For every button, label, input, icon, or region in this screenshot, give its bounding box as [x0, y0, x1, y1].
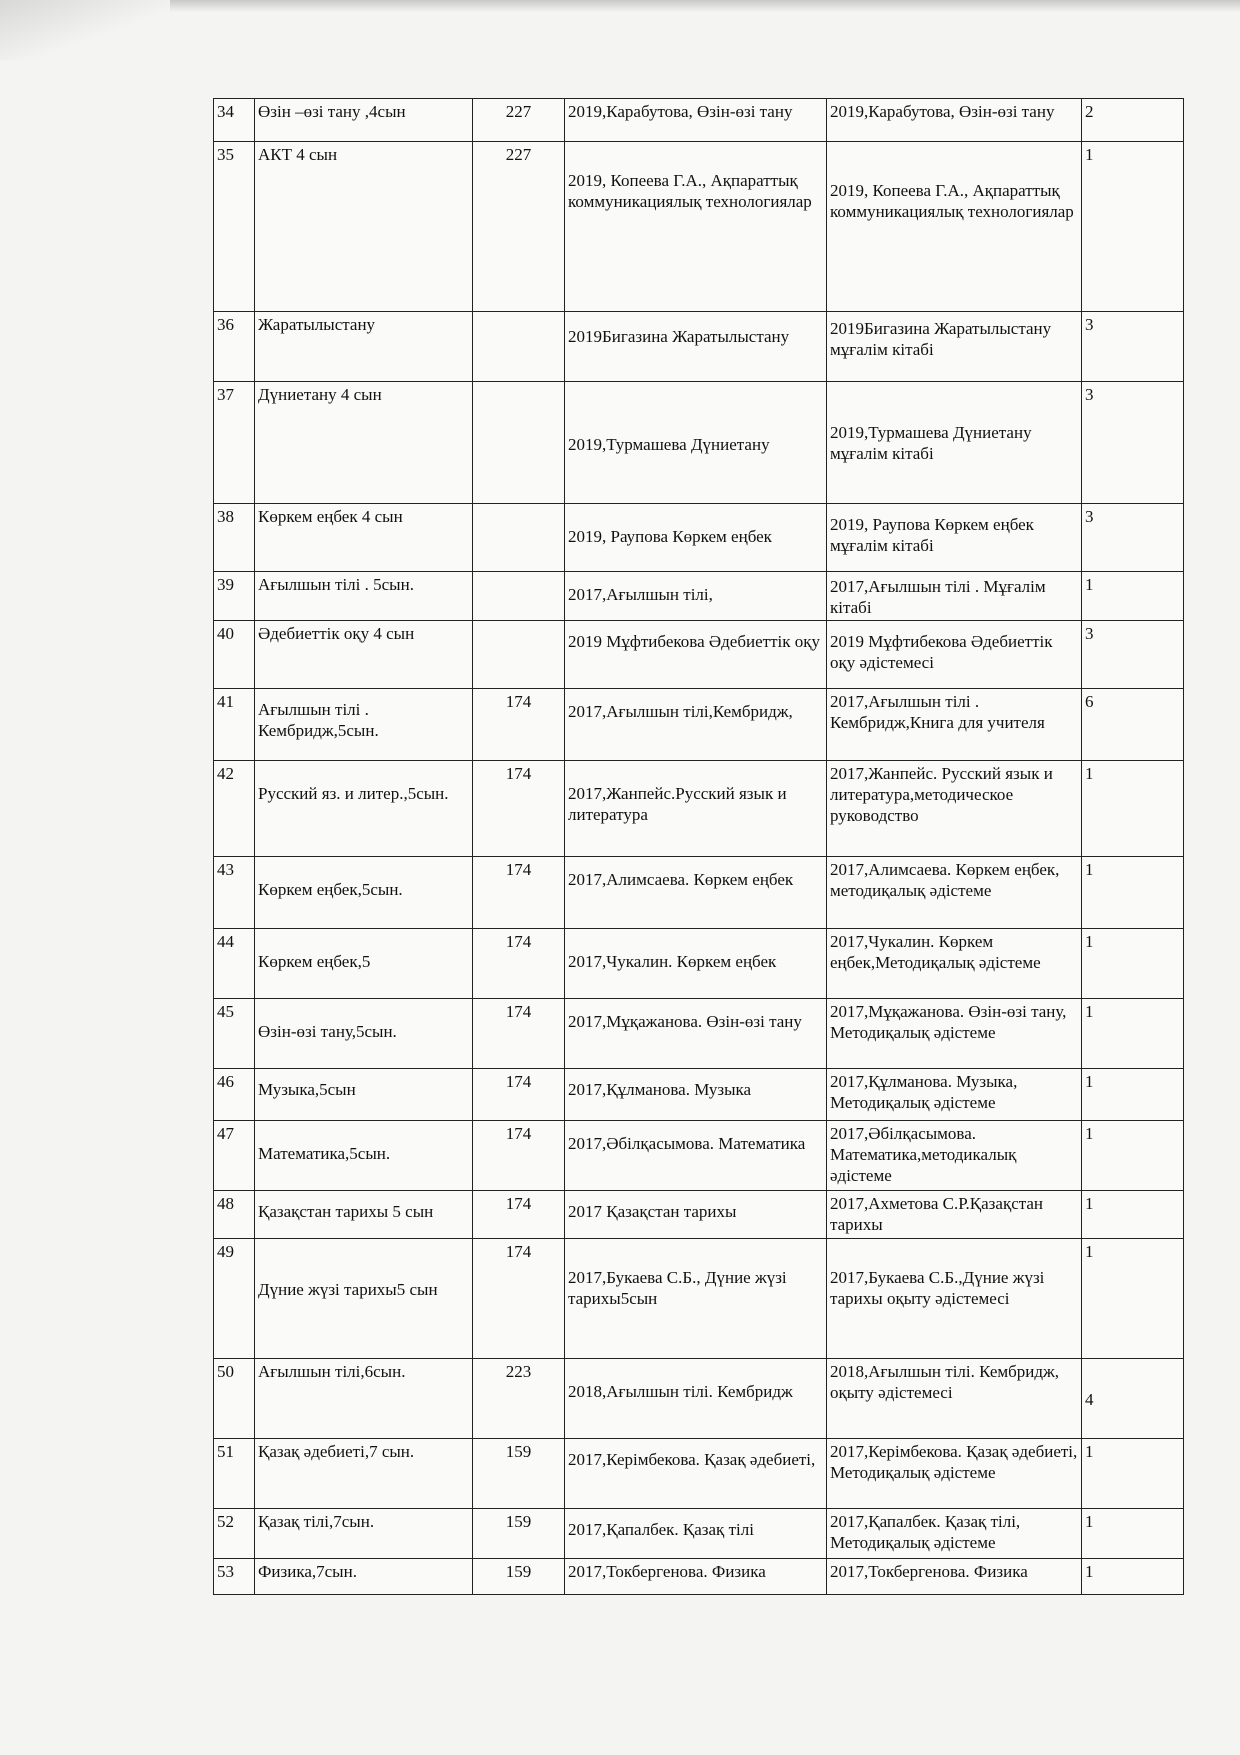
- table-row: [214, 382, 1184, 504]
- quantity-cell: 3: [1082, 382, 1184, 504]
- quantity-cell: 1: [1082, 761, 1184, 857]
- count-cell: 174: [473, 999, 565, 1069]
- quantity-cell: 2: [1082, 99, 1184, 142]
- quantity-cell: 1: [1082, 1509, 1184, 1559]
- table-row: [214, 1069, 1184, 1121]
- row-number: 50: [214, 1359, 255, 1439]
- guide-cell: 2017,Алимсаева. Көркем еңбек, методиқалық әдістеме: [827, 857, 1082, 929]
- table-row: [214, 1239, 1184, 1359]
- table-row: [214, 621, 1184, 689]
- row-number: 52: [214, 1509, 255, 1559]
- table-row: [214, 761, 1184, 857]
- table-row: [214, 1439, 1184, 1509]
- count-cell: [473, 621, 565, 689]
- subject-cell: Русский яз. и литер.,5сын.: [255, 761, 473, 857]
- count-cell: 159: [473, 1509, 565, 1559]
- row-number: 34: [214, 99, 255, 142]
- textbook-cell: 2019,Турмашева Дүниетану: [565, 382, 827, 504]
- table-row: [214, 857, 1184, 929]
- row-number: 48: [214, 1191, 255, 1239]
- count-cell: 174: [473, 1069, 565, 1121]
- table-row: [214, 504, 1184, 572]
- page-corner-fold: [0, 0, 170, 60]
- guide-cell: 2019,Турмашева Дүниетану мұғалім кітабі: [827, 382, 1082, 504]
- table-row: [214, 572, 1184, 621]
- row-number: 39: [214, 572, 255, 621]
- guide-cell: 2019, Копеева Г.А., Ақпараттық коммуникациялық технологиялар: [827, 142, 1082, 312]
- textbook-cell: 2019 Мұфтибекова Әдебиеттік оқу: [565, 621, 827, 689]
- quantity-cell: 1: [1082, 1559, 1184, 1595]
- table-row: [214, 1359, 1184, 1439]
- count-cell: 223: [473, 1359, 565, 1439]
- guide-cell: 2019, Раупова Көркем еңбек мұғалім кітабі: [827, 504, 1082, 572]
- table-row: [214, 1559, 1184, 1595]
- guide-cell: 2019,Карабутова, Өзін-өзі тану: [827, 99, 1082, 142]
- count-cell: [473, 572, 565, 621]
- guide-cell: 2017,Ағылшын тілі . Мұғалім кітабі: [827, 572, 1082, 621]
- quantity-cell: 1: [1082, 142, 1184, 312]
- quantity-cell: 6: [1082, 689, 1184, 761]
- quantity-cell: 1: [1082, 857, 1184, 929]
- subject-cell: Дүниетану 4 сын: [255, 382, 473, 504]
- textbook-cell: 2019Бигазина Жаратылыстану: [565, 312, 827, 382]
- count-cell: 174: [473, 857, 565, 929]
- row-number: 38: [214, 504, 255, 572]
- textbook-cell: 2017,Букаева С.Б., Дүние жүзі тарихы5сын: [565, 1239, 827, 1359]
- subject-cell: Көркем еңбек,5сын.: [255, 857, 473, 929]
- quantity-cell: 3: [1082, 504, 1184, 572]
- row-number: 35: [214, 142, 255, 312]
- table-row: [214, 1121, 1184, 1191]
- guide-cell: 2018,Ағылшын тілі. Кембридж, оқыту әдістемесі: [827, 1359, 1082, 1439]
- textbook-cell: 2018,Ағылшын тілі. Кембридж: [565, 1359, 827, 1439]
- guide-cell: 2017,Чукалин. Көркем еңбек,Методиқалық әдістеме: [827, 929, 1082, 999]
- guide-cell: 2017,Мұқажанова. Өзін-өзі тану, Методиқалық әдістеме: [827, 999, 1082, 1069]
- guide-cell: 2017,Әбілқасымова. Математика,методикалық әдістеме: [827, 1121, 1082, 1191]
- subject-cell: Қазақстан тарихы 5 сын: [255, 1191, 473, 1239]
- count-cell: [473, 504, 565, 572]
- guide-cell: 2019Бигазина Жаратылыстану мұғалім кітабі: [827, 312, 1082, 382]
- table-row: [214, 142, 1184, 312]
- quantity-cell: 1: [1082, 999, 1184, 1069]
- textbook-cell: 2019,Карабутова, Өзін-өзі тану: [565, 99, 827, 142]
- subject-cell: Көркем еңбек 4 сын: [255, 504, 473, 572]
- table-row: [214, 999, 1184, 1069]
- quantity-cell: 1: [1082, 1069, 1184, 1121]
- subject-cell: Қазақ әдебиеті,7 сын.: [255, 1439, 473, 1509]
- quantity-cell: 1: [1082, 572, 1184, 621]
- row-number: 45: [214, 999, 255, 1069]
- row-number: 53: [214, 1559, 255, 1595]
- row-number: 43: [214, 857, 255, 929]
- count-cell: 227: [473, 99, 565, 142]
- row-number: 42: [214, 761, 255, 857]
- guide-cell: 2017,Қапалбек. Қазақ тілі, Методиқалық әдістеме: [827, 1509, 1082, 1559]
- subject-cell: Көркем еңбек,5: [255, 929, 473, 999]
- guide-cell: 2017,Керімбекова. Қазақ әдебиеті, Методиқалық әдістеме: [827, 1439, 1082, 1509]
- textbook-cell: 2017,Қапалбек. Қазақ тілі: [565, 1509, 827, 1559]
- row-number: 51: [214, 1439, 255, 1509]
- textbook-cell: 2017,Ағылшын тілі,: [565, 572, 827, 621]
- count-cell: 227: [473, 142, 565, 312]
- textbook-cell: 2017,Ағылшын тілі,Кембридж,: [565, 689, 827, 761]
- table-row: [214, 1509, 1184, 1559]
- count-cell: 174: [473, 1239, 565, 1359]
- subject-cell: АКТ 4 сын: [255, 142, 473, 312]
- row-number: 44: [214, 929, 255, 999]
- count-cell: 174: [473, 1191, 565, 1239]
- scan-edge-shadow: [0, 0, 1240, 12]
- count-cell: [473, 312, 565, 382]
- row-number: 40: [214, 621, 255, 689]
- guide-cell: 2017,Жанпейс. Русский язык и литература,методическое руководство: [827, 761, 1082, 857]
- guide-cell: 2017,Букаева С.Б.,Дүние жүзі тарихы оқыту әдістемесі: [827, 1239, 1082, 1359]
- count-cell: [473, 382, 565, 504]
- textbook-cell: 2017 Қазақстан тарихы: [565, 1191, 827, 1239]
- quantity-cell: 3: [1082, 312, 1184, 382]
- textbook-cell: 2017,Чукалин. Көркем еңбек: [565, 929, 827, 999]
- guide-cell: 2017,Ағылшын тілі . Кембридж,Книга для учителя: [827, 689, 1082, 761]
- table-row: [214, 929, 1184, 999]
- quantity-cell: 1: [1082, 1239, 1184, 1359]
- subject-cell: Жаратылыстану: [255, 312, 473, 382]
- quantity-cell: 1: [1082, 1121, 1184, 1191]
- subject-cell: Математика,5сын.: [255, 1121, 473, 1191]
- table-row: [214, 689, 1184, 761]
- subject-cell: Өзін-өзі тану,5сын.: [255, 999, 473, 1069]
- subject-cell: Ағылшын тілі,6сын.: [255, 1359, 473, 1439]
- textbook-cell: 2019, Раупова Көркем еңбек: [565, 504, 827, 572]
- row-number: 46: [214, 1069, 255, 1121]
- guide-cell: 2017,Токбергенова. Физика: [827, 1559, 1082, 1595]
- textbook-cell: 2017,Алимсаева. Көркем еңбек: [565, 857, 827, 929]
- textbook-cell: 2017,Керімбекова. Қазақ әдебиеті,: [565, 1439, 827, 1509]
- guide-cell: 2019 Мұфтибекова Әдебиеттік оқу әдістемесі: [827, 621, 1082, 689]
- quantity-cell: 1: [1082, 929, 1184, 999]
- guide-cell: 2017,Ахметова С.Р.Қазақстан тарихы: [827, 1191, 1082, 1239]
- count-cell: 159: [473, 1559, 565, 1595]
- table-row: [214, 99, 1184, 142]
- table-row: [214, 1191, 1184, 1239]
- textbook-cell: 2019, Копеева Г.А., Ақпараттық коммуникациялық технологиялар: [565, 142, 827, 312]
- textbook-cell: 2017,Әбілқасымова. Математика: [565, 1121, 827, 1191]
- textbook-cell: 2017,Құлманова. Музыка: [565, 1069, 827, 1121]
- quantity-cell: 1: [1082, 1439, 1184, 1509]
- subject-cell: Қазақ тілі,7сын.: [255, 1509, 473, 1559]
- count-cell: 159: [473, 1439, 565, 1509]
- row-number: 49: [214, 1239, 255, 1359]
- guide-cell: 2017,Құлманова. Музыка, Методиқалық әдістеме: [827, 1069, 1082, 1121]
- row-number: 41: [214, 689, 255, 761]
- count-cell: 174: [473, 1121, 565, 1191]
- subject-cell: Ағылшын тілі . 5сын.: [255, 572, 473, 621]
- count-cell: 174: [473, 689, 565, 761]
- quantity-cell: 1: [1082, 1191, 1184, 1239]
- subject-cell: Физика,7сын.: [255, 1559, 473, 1595]
- quantity-cell: 4: [1082, 1359, 1184, 1439]
- count-cell: 174: [473, 929, 565, 999]
- subject-cell: Өзін –өзі тану ,4сын: [255, 99, 473, 142]
- row-number: 36: [214, 312, 255, 382]
- textbook-cell: 2017,Жанпейс.Русский язык и литература: [565, 761, 827, 857]
- subject-cell: Ағылшын тілі . Кембридж,5сын.: [255, 689, 473, 761]
- textbook-cell: 2017,Токбергенова. Физика: [565, 1559, 827, 1595]
- textbook-inventory-table: [213, 98, 1184, 1595]
- quantity-cell: 3: [1082, 621, 1184, 689]
- row-number: 47: [214, 1121, 255, 1191]
- subject-cell: Дүние жүзі тарихы5 сын: [255, 1239, 473, 1359]
- row-number: 37: [214, 382, 255, 504]
- textbook-cell: 2017,Мұқажанова. Өзін-өзі тану: [565, 999, 827, 1069]
- subject-cell: Әдебиеттік оқу 4 сын: [255, 621, 473, 689]
- subject-cell: Музыка,5сын: [255, 1069, 473, 1121]
- count-cell: 174: [473, 761, 565, 857]
- table-row: [214, 312, 1184, 382]
